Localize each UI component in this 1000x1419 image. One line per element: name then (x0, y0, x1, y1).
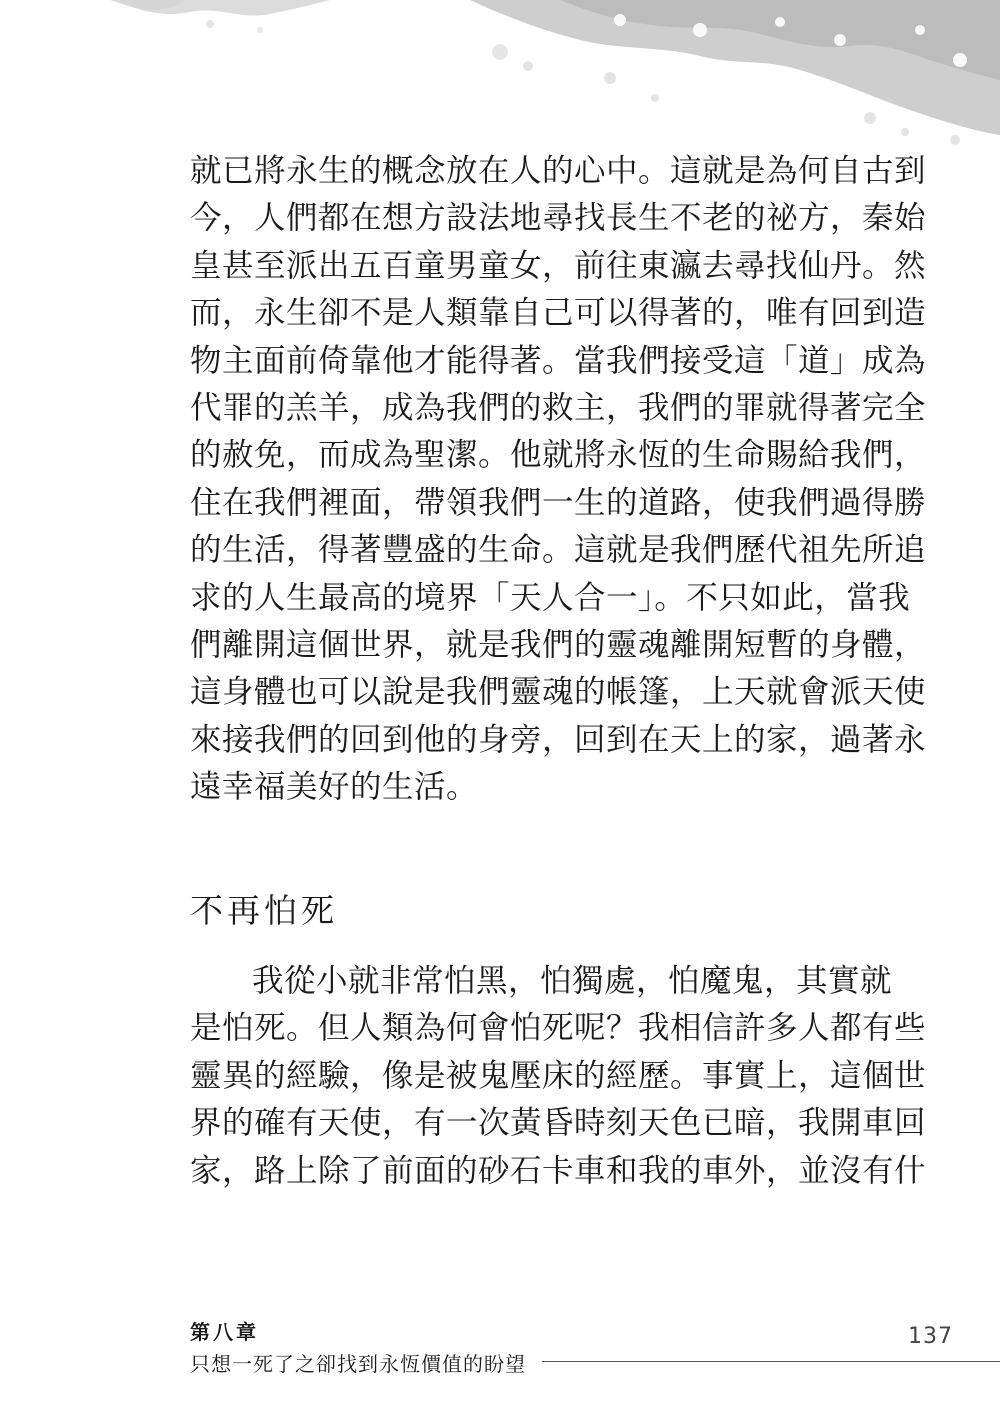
second-paragraph (190, 958, 927, 1195)
chapter-title: 只想一死了之卻找到永恆價值的盼望 (190, 1352, 526, 1376)
text-line: 皇甚至派出五百童男童女，前往東瀛去尋找仙丹。然 (190, 247, 927, 284)
text-line: 是怕死。但人類為何會怕死呢？我相信許多人都有些 (190, 1010, 927, 1047)
main-paragraph (190, 148, 927, 811)
text-line: 的生活，得著豐盛的生命。這就是我們歷代祖先所追 (190, 532, 927, 569)
footer-divider (542, 1361, 1000, 1362)
text-line: 們離開這個世界，就是我們的靈魂離開短暫的身體， (190, 626, 927, 663)
text-line: 的赦免，而成為聖潔。他就將永恆的生命賜給我們， (190, 437, 927, 474)
text-line: 家，路上除了前面的砂石卡車和我的車外，並沒有什 (190, 1152, 927, 1189)
text-line: 而，永生卻不是人類靠自己可以得著的，唯有回到造 (190, 295, 927, 332)
section-heading: 不再怕死 (190, 891, 338, 930)
text-line: 物主面前倚靠他才能得著。當我們接受這「道」成為 (190, 342, 927, 379)
text-line: 來接我們的回到他的身旁，回到在天上的家，過著永 (190, 721, 927, 758)
text-line: 我從小就非常怕黑，怕獨處，怕魔鬼，其實就 (252, 963, 893, 999)
ink-wash-decoration (0, 0, 1000, 150)
text-line: 求的人生最高的境界「天人合一」。不只如此，當我 (190, 579, 911, 616)
text-line: 代罪的羔羊，成為我們的救主，我們的罪就得著完全 (190, 389, 927, 426)
text-line: 界的確有天使，有一次黃昏時刻天色已暗，我開車回 (190, 1105, 927, 1142)
text-line: 這身體也可以說是我們靈魂的帳篷，上天就會派天使 (190, 674, 927, 711)
text-line: 今，人們都在想方設法地尋找長生不老的祕方，秦始 (190, 200, 927, 237)
chapter-label: 第八章 (190, 1320, 259, 1344)
text-line: 遠幸福美好的生活。 (190, 769, 479, 806)
page-footer (190, 1316, 1000, 1396)
text-line: 靈異的經驗，像是被鬼壓床的經歷。事實上，這個世 (190, 1057, 927, 1094)
text-line: 住在我們裡面，帶領我們一生的道路，使我們過得勝 (190, 484, 927, 521)
text-line: 就已將永生的概念放在人的心中。這就是為何自古到 (190, 153, 927, 189)
page-number: 137 (908, 1324, 953, 1349)
